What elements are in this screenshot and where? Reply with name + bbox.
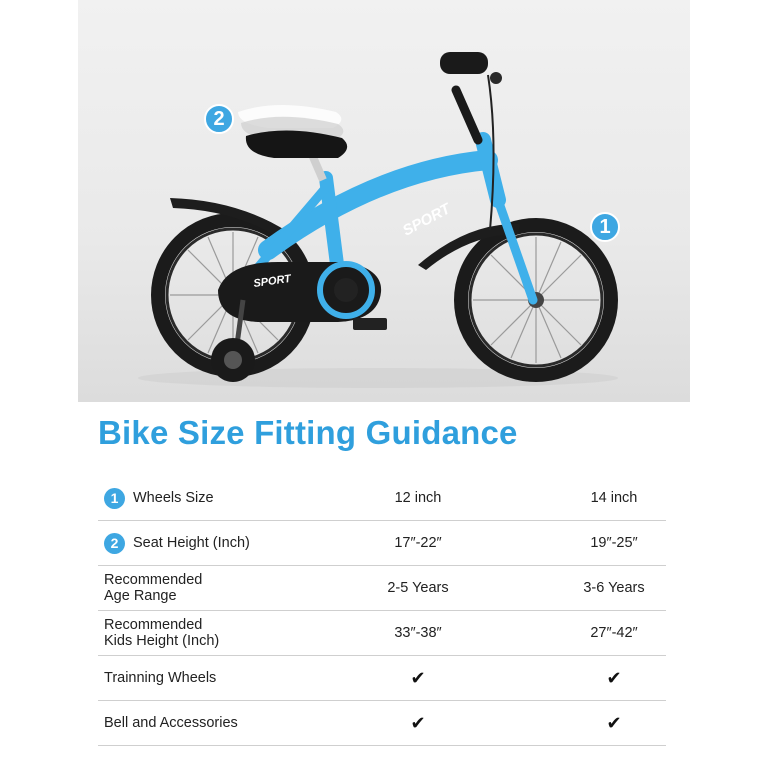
value-12-inch: 17″-22″ [394, 535, 442, 551]
value-14-inch: 3-6 Years [583, 580, 645, 596]
callout-2-badge: 2 [204, 104, 234, 134]
handlebar [440, 52, 502, 230]
value-12-inch: 12 inch [394, 490, 442, 506]
row-label: Trainning Wheels [104, 670, 217, 686]
kids-bike-illustration [78, 0, 690, 402]
row-label [104, 572, 234, 604]
table-row-training-wheels [98, 656, 666, 701]
row-label-line1: Recommended [104, 572, 203, 588]
value-12-inch: 2-5 Years [387, 580, 449, 596]
checkmark-icon: ✔ [606, 667, 622, 688]
row-label-line1: Recommended [104, 617, 203, 633]
callout-1-badge: 1 [590, 212, 620, 242]
frame-logo: SPORT [399, 200, 454, 240]
row-label: Bell and Accessories [104, 715, 238, 731]
pedal [353, 318, 387, 330]
product-photo [78, 0, 690, 402]
row-badge-2: 2 [104, 533, 125, 554]
checkmark-icon: ✔ [410, 667, 426, 688]
row-label-line2: Kids Height (Inch) [104, 633, 220, 649]
table-row-bell-accessories [98, 701, 666, 746]
value-14-inch: 19″-25″ [590, 535, 638, 551]
table-row-kids-height [98, 611, 666, 656]
table-row-seat-height [98, 521, 666, 566]
checkmark-icon: ✔ [606, 712, 622, 733]
value-12-inch: 33″-38″ [394, 625, 442, 641]
value-14-inch: 27″-42″ [590, 625, 638, 641]
page-title: Bike Size Fitting Guidance [98, 414, 518, 451]
row-badge-1: 1 [104, 488, 125, 509]
checkmark-icon: ✔ [410, 712, 426, 733]
seat-assembly [238, 105, 347, 180]
size-table [98, 476, 666, 746]
row-label: Seat Height (Inch) [133, 535, 250, 551]
row-label [104, 617, 234, 649]
table-row-age-range [98, 566, 666, 611]
row-label-line2: Age Range [104, 588, 177, 604]
value-14-inch: 14 inch [590, 490, 638, 506]
table-row-wheels-size [98, 476, 666, 521]
row-label: Wheels Size [133, 490, 214, 506]
chain-guard-logo: SPORT [252, 272, 292, 290]
